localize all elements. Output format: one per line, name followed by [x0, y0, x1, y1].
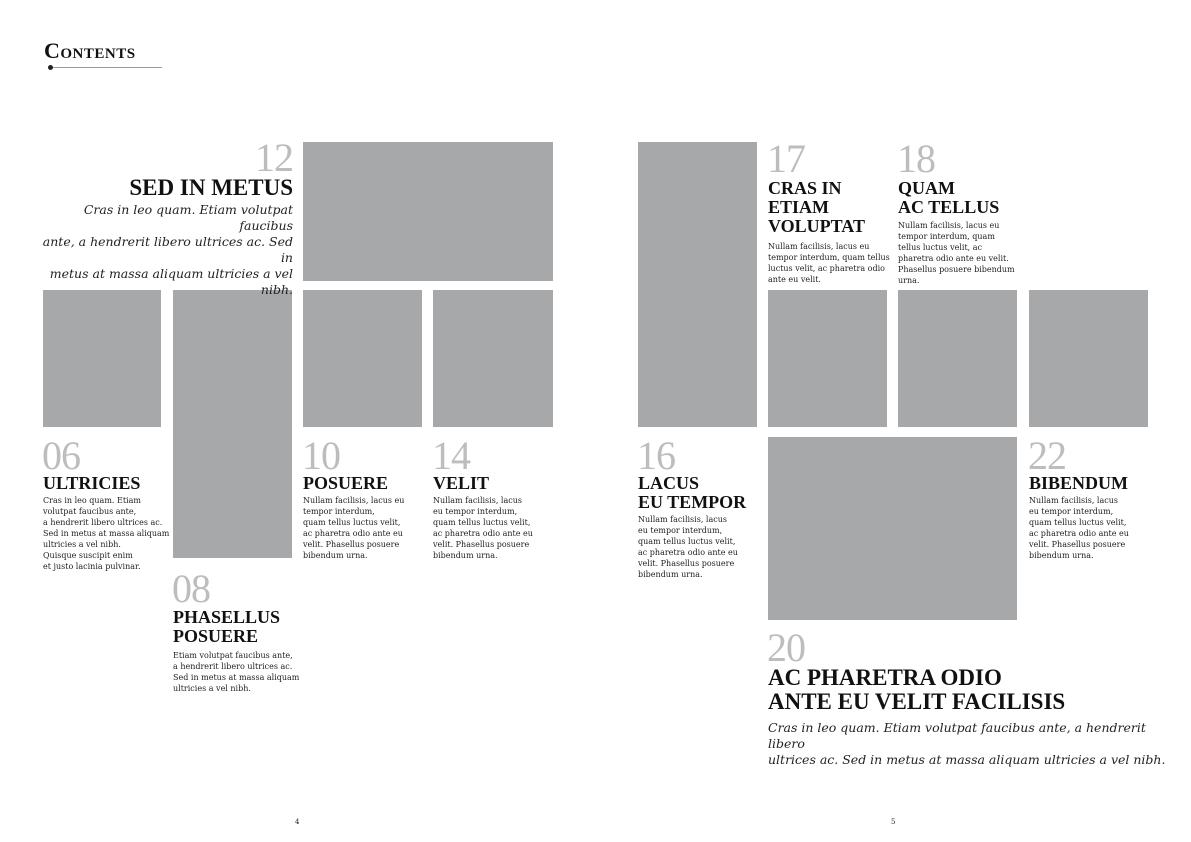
heading-line: POSUERE [173, 626, 259, 646]
body-line: quam tellus luctus velit, [638, 537, 736, 546]
body-line: ac pharetra odio ante eu [638, 548, 738, 557]
image-placeholder-velit [433, 290, 553, 427]
body-line: pharetra odio ante eu velit. [898, 254, 1009, 263]
body-line: Nullam facilisis, lacus [1029, 496, 1118, 505]
heading-line: EU TEMPOR [638, 492, 747, 512]
body-line: et justo lacinia pulvinar. [43, 562, 141, 571]
lead-line: Cras in leo quam. Etiam volutpat faucibus [83, 202, 293, 233]
body-line: Cras in leo quam. Etiam [43, 496, 141, 505]
image-placeholder-sed-in-metus [303, 142, 553, 281]
body-line: velit. Phasellus posuere [303, 540, 400, 549]
entry-heading-phasellus [173, 608, 280, 646]
body-line: Nullam facilisis, lacus eu [768, 242, 870, 251]
image-placeholder-phasellus [173, 290, 292, 558]
body-line: eu tempor interdum, [638, 526, 723, 535]
entry-body-bibendum [1029, 495, 1154, 561]
entry-number-22: 22 [1028, 433, 1066, 478]
entry-body-velit [433, 495, 558, 561]
entry-body-phasellus [173, 650, 303, 694]
body-line: Sed in metus at massa aliquam [173, 673, 300, 682]
heading-line: VOLUPTAT [768, 216, 865, 236]
entry-lead-sed-in-metus [30, 202, 293, 298]
body-line: tempor interdum, quam tellus [768, 253, 890, 262]
body-line: Phasellus posuere bibendum [898, 265, 1015, 274]
lead-line: ultrices ac. Sed in metus at massa aliquam ultricies a vel nibh. [768, 752, 1166, 767]
entry-heading-posuere: POSUERE [303, 473, 389, 493]
entry-body-posuere [303, 495, 428, 561]
entry-number-08: 08 [172, 566, 210, 611]
heading-line: AC PHARETRA ODIO [768, 665, 1002, 690]
image-placeholder-ac-pharetra [768, 437, 1017, 620]
heading-line: ANTE EU VELIT FACILISIS [768, 689, 1066, 714]
entry-heading-cras [768, 179, 865, 236]
body-line: ultricies a vel nibh. [43, 540, 121, 549]
entry-body-cras [768, 241, 893, 285]
heading-line: LACUS [638, 473, 700, 493]
body-line: Sed in metus at massa aliquam [43, 529, 170, 538]
entry-heading-ac-pharetra [768, 666, 1065, 714]
entry-heading-quam [898, 179, 999, 217]
entry-heading-ultricies: ULTRICIES [43, 473, 141, 493]
entry-heading-velit: VELIT [433, 473, 490, 493]
body-line: Nullam facilisis, lacus [638, 515, 727, 524]
entry-number-16: 16 [637, 433, 675, 478]
body-line: a hendrerit libero ultrices ac. [43, 518, 163, 527]
body-line: ac pharetra odio ante eu [303, 529, 403, 538]
body-line: ac pharetra odio ante eu [433, 529, 533, 538]
entry-number-17: 17 [767, 136, 805, 181]
heading-line: ETIAM [768, 197, 830, 217]
entry-body-quam [898, 220, 1023, 286]
contents-title: Contents [44, 38, 136, 63]
entry-number-14: 14 [432, 433, 470, 478]
heading-line: AC TELLUS [898, 197, 1000, 217]
body-line: ultricies a vel nibh. [173, 684, 251, 693]
entry-number-12: 12 [255, 135, 293, 180]
lead-line: ante, a hendrerit libero ultrices ac. Sed in [42, 234, 293, 265]
body-line: bibendum urna. [303, 551, 368, 560]
body-line: quam tellus luctus velit, [433, 518, 531, 527]
page-number-right: 5 [891, 818, 896, 826]
body-line: ac pharetra odio ante eu [1029, 529, 1129, 538]
image-placeholder-bibendum [1029, 290, 1148, 427]
entry-lead-ac-pharetra [768, 720, 1168, 768]
image-placeholder-posuere [303, 290, 422, 427]
image-placeholder-lacus [638, 142, 757, 427]
entry-number-10: 10 [302, 433, 340, 478]
page-number-left: 4 [295, 818, 300, 826]
entry-body-lacus [638, 514, 763, 580]
body-line: quam tellus luctus velit, [303, 518, 401, 527]
image-placeholder-cras [768, 290, 887, 427]
lead-line: Cras in leo quam. Etiam volutpat faucibus ante, a hendrerit libero [768, 720, 1146, 751]
body-line: velit. Phasellus posuere [638, 559, 735, 568]
body-line: bibendum urna. [433, 551, 498, 560]
body-line: eu tempor interdum, [433, 507, 518, 516]
body-line: urna. [898, 276, 920, 285]
body-line: Nullam facilisis, lacus eu [898, 221, 1000, 230]
body-line: tellus luctus velit, ac [898, 243, 982, 252]
body-line: Quisque suscipit enim [43, 551, 133, 560]
heading-line: QUAM [898, 178, 955, 198]
title-underline [48, 67, 162, 68]
entry-number-20: 20 [767, 625, 805, 670]
title-underline-dot [48, 65, 53, 70]
entry-body-ultricies [43, 495, 173, 572]
body-line: bibendum urna. [1029, 551, 1094, 560]
body-line: luctus velit, ac pharetra odio [768, 264, 885, 273]
body-line: eu tempor interdum, [1029, 507, 1114, 516]
image-placeholder-quam [898, 290, 1017, 427]
entry-heading-sed-in-metus: SED IN METUS [129, 175, 293, 200]
entry-heading-bibendum: BIBENDUM [1029, 473, 1129, 493]
entry-number-18: 18 [897, 136, 935, 181]
body-line: Nullam facilisis, lacus eu [303, 496, 405, 505]
body-line: tempor interdum, quam [898, 232, 995, 241]
body-line: quam tellus luctus velit, [1029, 518, 1127, 527]
body-line: Nullam facilisis, lacus [433, 496, 522, 505]
body-line: ante eu velit. [768, 275, 821, 284]
heading-line: PHASELLUS [173, 607, 281, 627]
image-placeholder-ultricies [43, 290, 161, 427]
entry-number-06: 06 [42, 433, 80, 478]
body-line: bibendum urna. [638, 570, 703, 579]
heading-line: CRAS IN [768, 178, 842, 198]
body-line: a hendrerit libero ultrices ac. [173, 662, 293, 671]
body-line: volutpat faucibus ante, [43, 507, 137, 516]
body-line: velit. Phasellus posuere [433, 540, 530, 549]
body-line: tempor interdum, [303, 507, 375, 516]
lead-line: metus at massa aliquam ultricies a vel nibh. [49, 266, 293, 297]
entry-heading-lacus [638, 474, 746, 512]
body-line: Etiam volutpat faucibus ante, [173, 651, 293, 660]
body-line: velit. Phasellus posuere [1029, 540, 1126, 549]
